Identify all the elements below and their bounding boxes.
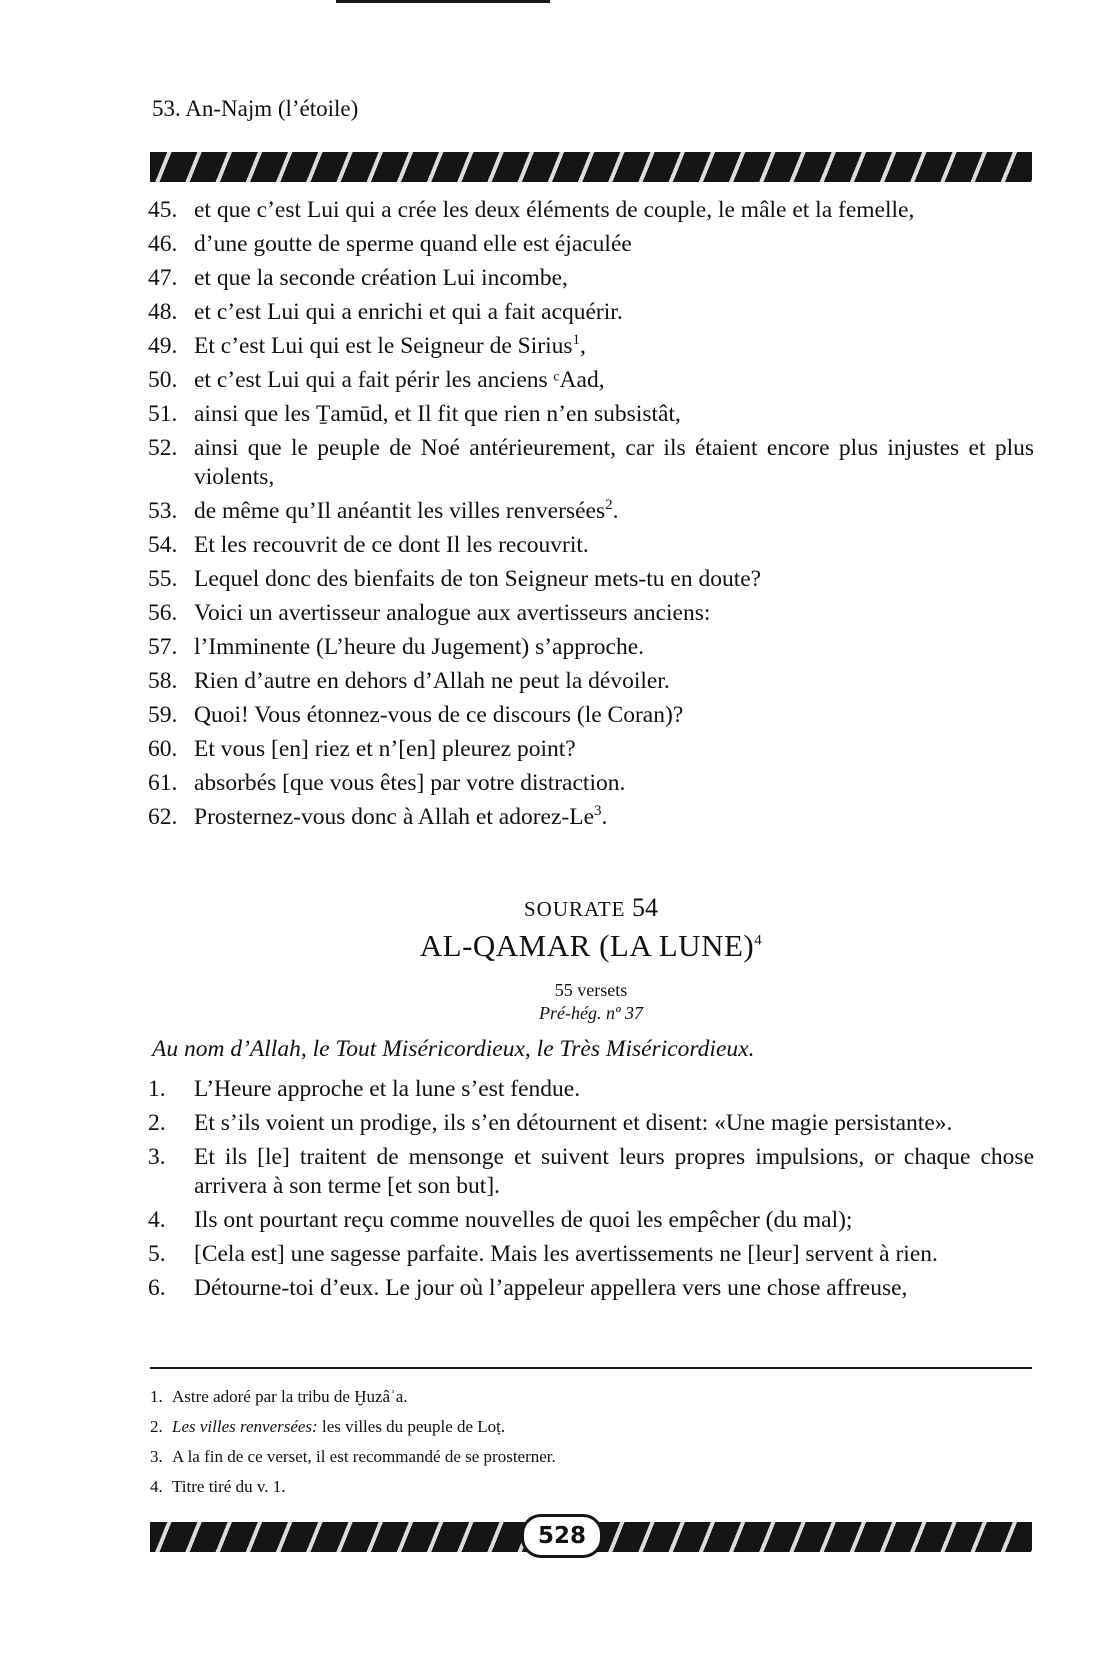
footnote xyxy=(150,1382,1032,1412)
page-number: 528 xyxy=(521,1514,603,1558)
verse-text xyxy=(194,196,1034,225)
verse-body: Ils ont pourtant reçu comme nouvelles de quoi les empêcher (du mal); xyxy=(194,1207,853,1233)
verse-number: 48. xyxy=(148,299,178,325)
verse-number: 2. xyxy=(148,1110,166,1136)
verse xyxy=(148,1274,1034,1303)
verse-number: 59. xyxy=(148,702,178,728)
verse xyxy=(148,1075,1034,1104)
verse-body: Prosternez-vous donc à Allah et adorez-Le xyxy=(194,804,594,830)
verse-number: 50. xyxy=(148,367,178,393)
verse xyxy=(148,735,1034,764)
footnote-text: les villes du peuple de Loṭ. xyxy=(317,1417,506,1436)
verse-body: L’Heure approche et la lune s’est fendue. xyxy=(194,1076,581,1102)
verse-text xyxy=(194,400,1034,429)
footnote-text: Titre tiré du v. 1. xyxy=(172,1477,286,1496)
sura-53-verses xyxy=(148,196,1034,837)
verse xyxy=(148,667,1034,696)
verse-body: Rien d’autre en dehors d’Allah ne peut la dévoiler. xyxy=(194,668,670,694)
verse-body: Et c’est Lui qui est le Seigneur de Sirius xyxy=(194,333,573,359)
verse-text xyxy=(194,769,1034,798)
verse-text xyxy=(194,1109,1034,1138)
sourate-title: AL-QAMAR (LA LUNE) xyxy=(419,928,755,963)
ornamental-band-top xyxy=(150,152,1032,182)
verse-text xyxy=(194,1143,1034,1201)
verse-body: et que la seconde création Lui incombe, xyxy=(194,265,568,291)
verse-text xyxy=(194,633,1034,662)
verse-body: d’une goutte de sperme quand elle est éjaculée xyxy=(194,231,632,257)
footnote-text: Astre adoré par la tribu de Ḫuzâʾa. xyxy=(172,1387,408,1406)
verse-body: Voici un avertisseur analogue aux avertisseurs anciens: xyxy=(194,600,711,626)
verse-number: 58. xyxy=(148,668,178,694)
verse-number: 54. xyxy=(148,532,178,558)
verse-number: 61. xyxy=(148,770,178,796)
verse-body: et que c’est Lui qui a crée les deux éléments de couple, le mâle et la femelle, xyxy=(194,197,915,223)
verse-number: 4. xyxy=(148,1207,166,1233)
verse-number: 5. xyxy=(148,1241,166,1267)
verse-text xyxy=(194,1240,1034,1269)
verse-number: 60. xyxy=(148,736,178,762)
sura-54-verses xyxy=(148,1075,1034,1308)
verse-text xyxy=(194,264,1034,293)
verse xyxy=(148,531,1034,560)
verse-text xyxy=(194,1206,1034,1235)
verse xyxy=(148,633,1034,662)
sourate-heading xyxy=(150,893,1032,923)
verse-number: 6. xyxy=(148,1275,166,1301)
basmala: Au nom d’Allah, le Tout Miséricordieux, le Très Miséricordieux. xyxy=(152,1036,755,1062)
verse xyxy=(148,1109,1034,1138)
verse-number: 52. xyxy=(148,435,178,461)
verse xyxy=(148,1143,1034,1201)
footnote xyxy=(150,1472,1032,1502)
verse-number: 51. xyxy=(148,401,178,427)
verse-text xyxy=(194,434,1034,492)
verse-body: Quoi! Vous étonnez-vous de ce discours (le Coran)? xyxy=(194,702,684,728)
verse xyxy=(148,332,1034,361)
sourate-number: 54 xyxy=(632,893,658,922)
verse xyxy=(148,769,1034,798)
verse-punctuation: , xyxy=(580,333,586,359)
revelation-period: Pré-hég. nº 37 xyxy=(538,1003,644,1023)
verse-text xyxy=(194,803,1034,832)
verse-body: ainsi que les Ṯamūd, et Il fit que rien n’en subsistât, xyxy=(194,401,681,427)
verse-count: 55 versets xyxy=(554,980,628,1000)
top-rule xyxy=(336,0,550,3)
verse-body: [Cela est] une sagesse parfaite. Mais les avertissements ne [leur] servent à rien. xyxy=(194,1241,938,1267)
footnote-number: 3. xyxy=(150,1447,163,1466)
footnote-text: A la fin de ce verset, il est recommandé de se prosterner. xyxy=(172,1447,556,1466)
verse-number: 57. xyxy=(148,634,178,660)
verse-body: Et s’ils voient un prodige, ils s’en détournent et disent: «Une magie persistante». xyxy=(194,1110,953,1136)
verse-body: Et vous [en] riez et n’[en] pleurez point? xyxy=(194,736,576,762)
verse xyxy=(148,497,1034,526)
verse-number: 62. xyxy=(148,804,178,830)
running-head: 53. An-Najm (l’étoile) xyxy=(152,96,359,121)
verse-body: absorbés [que vous êtes] par votre distraction. xyxy=(194,770,626,796)
verse-punctuation: . xyxy=(612,498,619,524)
verse-number: 3. xyxy=(148,1144,166,1170)
verse xyxy=(148,1240,1034,1269)
verse-text xyxy=(194,1075,1034,1104)
verse-body: Détourne-toi d’eux. Le jour où l’appeleur appellera vers une chose affreuse, xyxy=(194,1275,908,1301)
verse-text xyxy=(194,298,1034,327)
verse xyxy=(148,803,1034,832)
verse-number: 55. xyxy=(148,566,178,592)
verse-punctuation: . xyxy=(601,804,608,830)
verse-body: et c’est Lui qui a enrichi et qui a fait acquérir. xyxy=(194,299,623,325)
verse-number: 49. xyxy=(148,333,178,359)
verse-text xyxy=(194,1274,1034,1303)
verse xyxy=(148,434,1034,492)
verse-text xyxy=(194,230,1034,259)
footnote-ref: 1 xyxy=(572,332,581,349)
verse xyxy=(148,230,1034,259)
footnote-number: 4. xyxy=(150,1477,163,1496)
verse-body: Et les recouvrit de ce dont Il les recouvrit. xyxy=(194,532,589,558)
verse xyxy=(148,400,1034,429)
verse xyxy=(148,366,1034,395)
verse-body: l’Imminente (L’heure du Jugement) s’approche. xyxy=(194,634,645,660)
verse-number: 47. xyxy=(148,265,178,291)
verse-body: et c’est Lui qui a fait périr les anciens ᶜAad, xyxy=(194,367,605,393)
verse-number: 56. xyxy=(148,600,178,626)
footnote-ref: 4 xyxy=(754,932,763,949)
verse xyxy=(148,196,1034,225)
verse-text xyxy=(194,599,1034,628)
verse-text xyxy=(194,565,1034,594)
verse-text xyxy=(194,332,1034,361)
footnote xyxy=(150,1442,1032,1472)
verse xyxy=(148,264,1034,293)
footnote-number: 1. xyxy=(150,1387,163,1406)
verse-number: 53. xyxy=(148,498,178,524)
footnote-number: 2. xyxy=(150,1417,163,1436)
verse xyxy=(148,1206,1034,1235)
footnote-rule xyxy=(150,1367,1032,1369)
sourate-label: SOURATE xyxy=(523,897,626,921)
verse-body: Lequel donc des bienfaits de ton Seigneur mets-tu en doute? xyxy=(194,566,762,592)
verse xyxy=(148,565,1034,594)
verse-text xyxy=(194,667,1034,696)
verse xyxy=(148,701,1034,730)
verse-number: 1. xyxy=(148,1076,166,1102)
footnote-ref: 2 xyxy=(605,497,613,514)
footnote-term: Les villes renversées: xyxy=(172,1417,318,1436)
verse-body: ainsi que le peuple de Noé antérieurement, car ils étaient encore plus injustes et plus violents, xyxy=(194,435,1034,490)
sourate-title-line xyxy=(150,928,1032,964)
verse-text xyxy=(194,531,1034,560)
verse-text xyxy=(194,497,1034,526)
verse-number: 45. xyxy=(148,197,178,223)
verse-number: 46. xyxy=(148,231,178,257)
footnote xyxy=(150,1412,1032,1442)
verse-text xyxy=(194,366,1034,395)
footnote-ref: 3 xyxy=(594,803,602,820)
verse-body: de même qu’Il anéantit les villes renversées xyxy=(194,498,606,524)
verse xyxy=(148,599,1034,628)
verse-body: Et ils [le] traitent de mensonge et suivent leurs propres impulsions, or chaque chose arrivera à son terme [et son but]. xyxy=(194,1144,1034,1199)
verse xyxy=(148,298,1034,327)
footnotes xyxy=(150,1382,1032,1502)
verse-text xyxy=(194,735,1034,764)
verse-text xyxy=(194,701,1034,730)
